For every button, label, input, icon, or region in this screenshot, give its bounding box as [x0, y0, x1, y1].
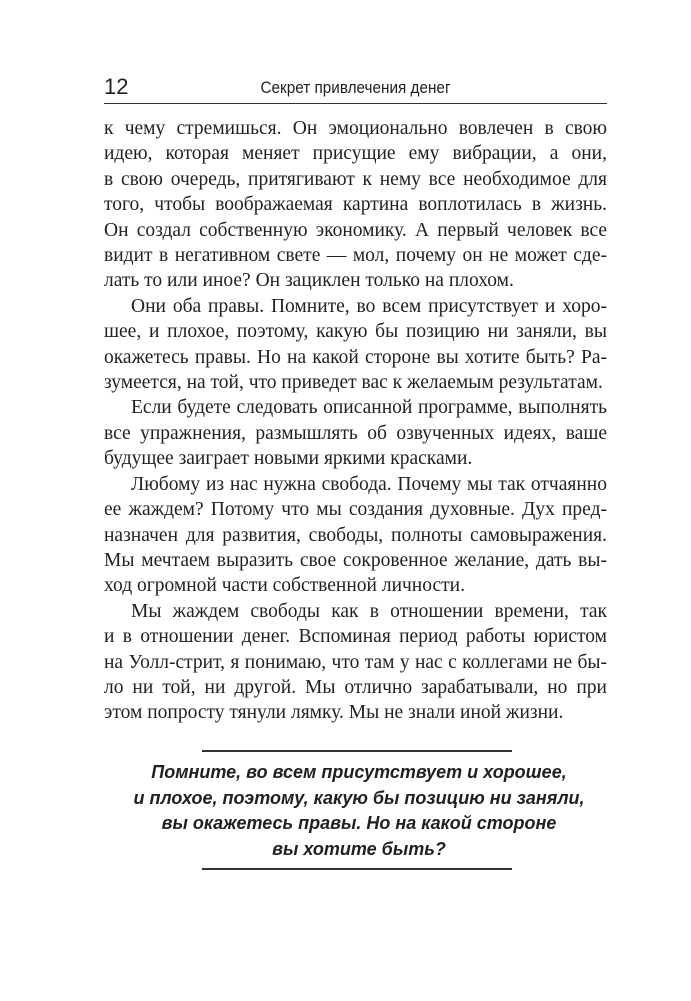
text-line: Если будете следовать описанной программе, выполнять: [131, 397, 607, 419]
quote-line: вы окажетесь правы. Но на какой стороне: [161, 813, 557, 833]
text-line: окажетесь правы. Но на какой стороне вы хотите быть? Ра-: [104, 346, 607, 368]
text-line: того, чтобы воображаемая картина воплотилась в жизнь.: [104, 194, 607, 216]
quote-rule-top: [202, 750, 512, 752]
text-line: будущее заиграет новыми яркими красками.: [104, 448, 473, 470]
quote-line: вы хотите быть?: [272, 838, 446, 859]
text-line: в свою очередь, притягивают к нему все необходимое для: [104, 168, 607, 190]
paragraph: [104, 116, 607, 294]
text-line: Мы жаждем свободы как в отношении времени, так: [131, 600, 607, 622]
text-line: Мы мечтаем выразить свое сокровенное желание, дать вы-: [104, 549, 607, 571]
page-number: 12: [104, 74, 129, 99]
text-line: Он создал собственную экономику. А первый человек все: [104, 219, 607, 241]
paragraph: [104, 395, 607, 471]
running-header: [104, 74, 607, 104]
pull-quote: [104, 760, 614, 862]
quote-rule-bottom: [202, 868, 512, 870]
text-line: назначен для развития, свободы, полноты самовыражения.: [104, 524, 607, 546]
text-line: к чему стремишься. Он эмоционально вовлечен в свою: [104, 118, 607, 139]
text-line: лать то или иное? Он зациклен только на плохом.: [104, 270, 514, 292]
text-line: Любому из нас нужна свобода. Почему мы так отчаянно: [131, 473, 607, 495]
quote-line: и плохое, поэтому, какую бы позицию ни заняли,: [133, 787, 585, 808]
text-line: видит в негативном свете — мол, почему он не может сде-: [104, 245, 607, 267]
paragraph: [104, 472, 607, 599]
text-line: этом попросту тянули лямку. Мы не знали иной жизни.: [104, 702, 564, 724]
text-line: и в отношении денег. Вспоминая период работы юристом: [104, 626, 607, 648]
text-line: ло ни той, ни другой. Мы отлично зарабатывали, но при: [104, 676, 607, 698]
text-line: зумеется, на той, что приведет вас к желаемым результатам.: [104, 372, 603, 394]
text-line: шее, и плохое, поэтому, какую бы позицию ни заняли, вы: [104, 321, 607, 343]
text-line: на Уолл-стрит, я понимаю, что там у нас с коллегами не бы-: [104, 651, 607, 673]
paragraph: [104, 294, 607, 396]
body-text: [104, 116, 607, 726]
paragraph: [104, 599, 607, 726]
text-line: идею, которая меняет присущие ему вибрации, а они,: [104, 143, 607, 165]
text-line: Они оба правы. Помните, во всем присутствует и хоро-: [131, 295, 607, 317]
running-title: Секрет привлечения денег: [260, 78, 451, 97]
quote-line: Помните, во всем присутствует и хорошее,: [151, 762, 567, 782]
text-line: все упражнения, размышлять об озвученных идеях, ваше: [104, 422, 607, 444]
text-line: ее жаждем? Потому что мы создания духовные. Дух пред-: [104, 499, 607, 521]
text-line: ход огромной части собственной личности.: [104, 575, 465, 597]
